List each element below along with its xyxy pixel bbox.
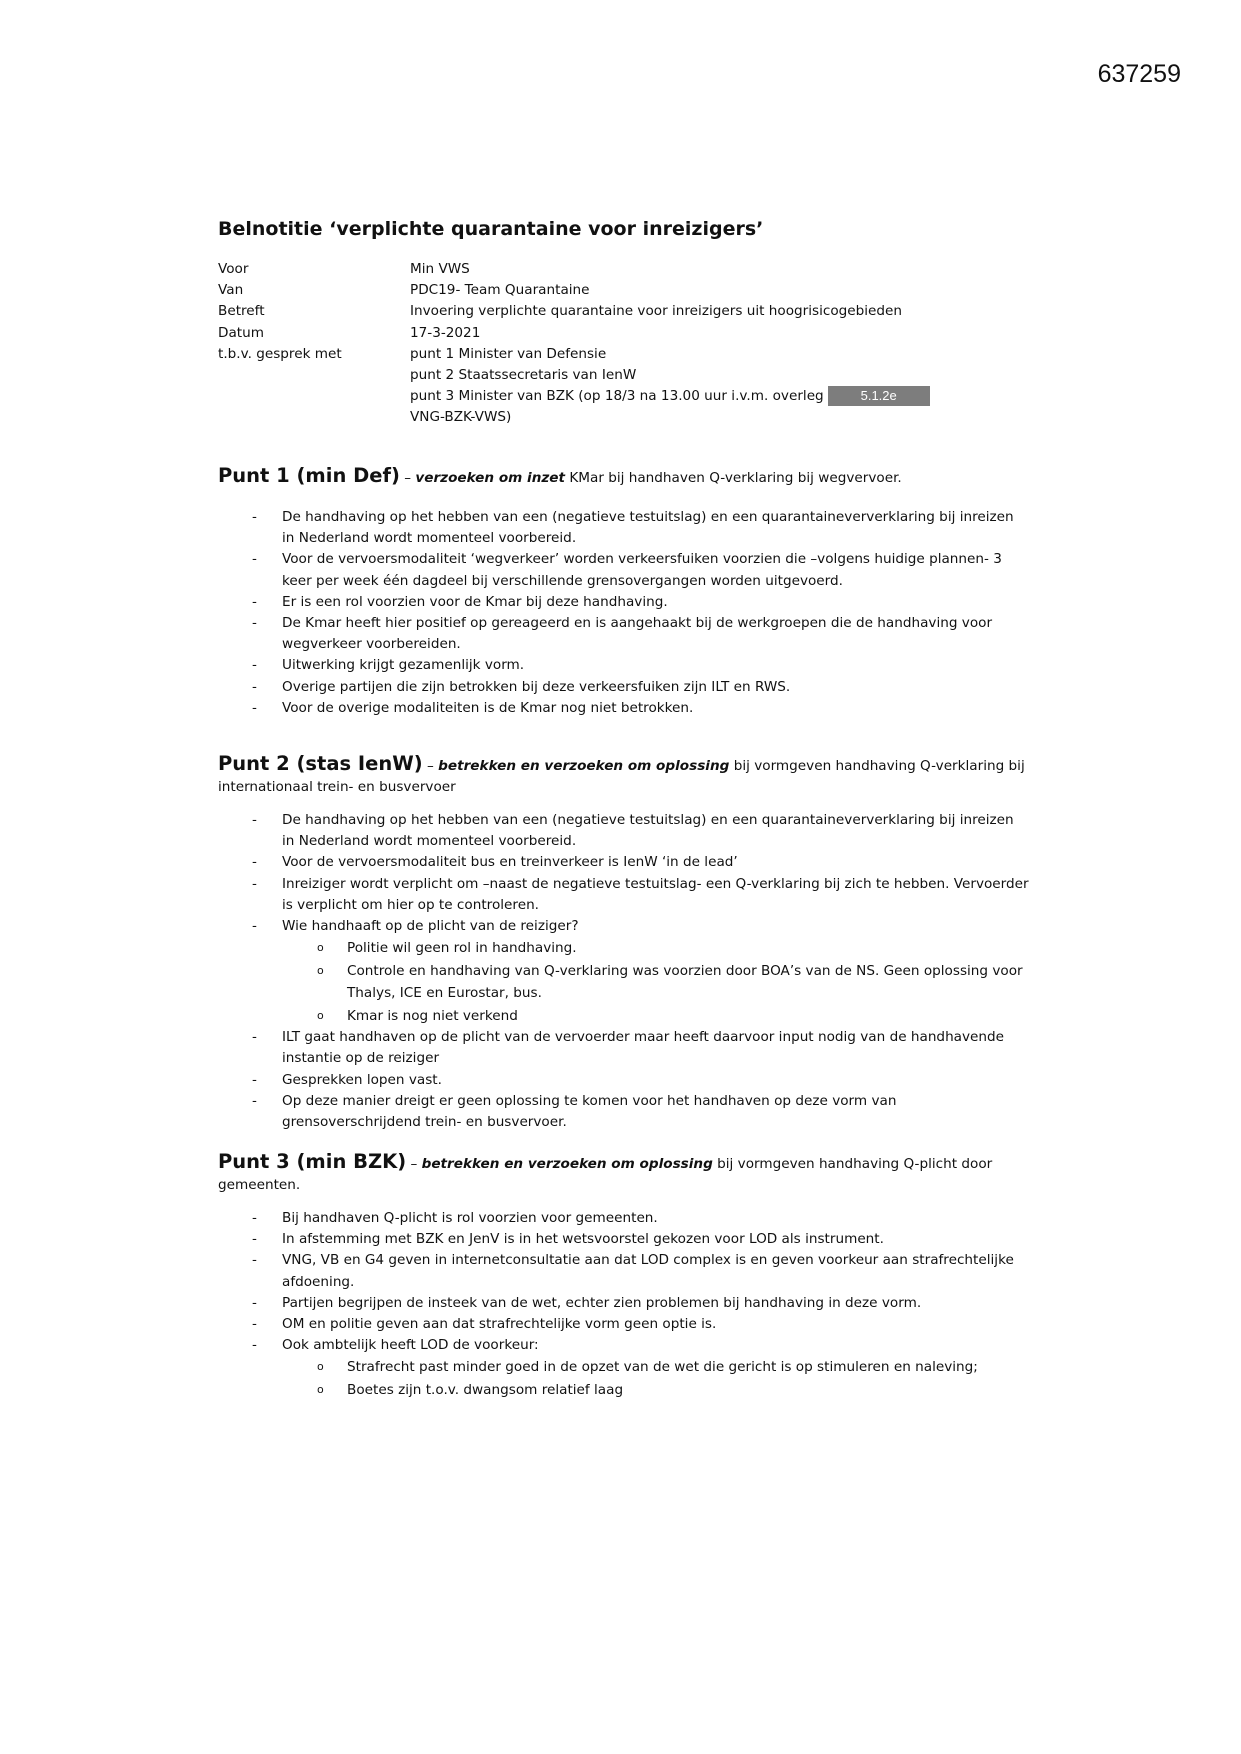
- meta-row: [218, 323, 1038, 344]
- list-item: [218, 874, 1030, 916]
- bullet-marker: -: [252, 1231, 257, 1248]
- list-item-text: VNG, VB en G4 geven in internetconsultatie aan dat LOD complex is en geven voorkeur aan strafrechtelijke afdoening.: [282, 1252, 1014, 1290]
- list-item: [218, 937, 1030, 960]
- list-item-text: Controle en handhaving van Q-verklaring was voorzien door BOA’s van de NS. Geen oplossing voor Thalys, ICE en Eurostar, bus.: [347, 962, 1023, 1002]
- bullet-marker: o: [317, 963, 324, 977]
- list-item-text: Strafrecht past minder goed in de opzet van de wet die gericht is op stimuleren en naleving;: [347, 1359, 978, 1376]
- list-item-text: Bij handhaven Q-plicht is rol voorzien voor gemeenten.: [282, 1210, 658, 1226]
- list-item-text: Voor de vervoersmodaliteit bus en treinverkeer is IenW ‘in de lead’: [282, 854, 738, 871]
- list-item: [218, 1335, 1030, 1356]
- bullet-marker: -: [252, 1029, 257, 1046]
- bullet-list: [218, 810, 1030, 937]
- heading-dash: –: [399, 470, 416, 486]
- list-item-text: Gesprekken lopen vast.: [282, 1071, 442, 1088]
- meta-value: VNG-BZK-VWS): [410, 409, 512, 426]
- meta-row: [218, 301, 1038, 322]
- bullet-marker: -: [252, 812, 257, 828]
- heading-dash: –: [422, 758, 439, 774]
- list-item: [218, 1208, 1030, 1229]
- list-item: [218, 613, 1030, 655]
- bullet-marker: -: [252, 699, 257, 716]
- bullet-marker: o: [317, 1360, 324, 1374]
- list-item-text: Uitwerking krijgt gezamenlijk vorm.: [282, 657, 525, 674]
- sub-bullet-list: [218, 937, 1030, 1027]
- list-item-text: Voor de vervoersmodaliteit ‘wegverkeer’ worden verkeersfuiken voorzien die –volgens huidige plannen- 3 keer per week één dagdeel bij verschillende grensovergangen worden uitgevoerd.: [282, 551, 1002, 589]
- meta-key: t.b.v. gesprek met: [218, 345, 342, 362]
- meta-key: Datum: [218, 324, 264, 341]
- list-item: [218, 1027, 1030, 1069]
- bullet-marker: -: [252, 1316, 257, 1333]
- list-item: [218, 507, 1030, 549]
- sub-bullet-list: [218, 1356, 1030, 1401]
- heading-emphasis: verzoeken om inzet: [415, 470, 566, 486]
- bullet-marker: -: [252, 615, 257, 632]
- heading-rest: KMar bij handhaven Q-verklaring bij wegvervoer.: [565, 470, 902, 486]
- list-item: [218, 655, 1030, 676]
- list-item: [218, 1293, 1030, 1314]
- document-number: 637259: [1097, 60, 1181, 88]
- bullet-marker: -: [252, 1337, 257, 1354]
- list-item-text: OM en politie geven aan dat strafrechtelijke vorm geen optie is.: [282, 1316, 717, 1333]
- heading-emphasis: betrekken en verzoeken om oplossing: [438, 758, 730, 774]
- meta-row: [218, 344, 1038, 365]
- bullet-marker: -: [252, 1092, 257, 1109]
- bullet-marker: o: [317, 1008, 324, 1022]
- list-item: [218, 1070, 1030, 1091]
- list-item: [218, 549, 1030, 591]
- list-item: [218, 852, 1030, 873]
- list-item-text: ILT gaat handhaven op de plicht van de vervoerder maar heeft daarvoor input nodig van de handhavende instantie op de reiziger: [282, 1029, 1005, 1067]
- meta-value-wrap: [410, 386, 1038, 407]
- list-item: [218, 916, 1030, 937]
- bullet-marker: -: [252, 593, 257, 610]
- meta-row: [218, 386, 1038, 407]
- bullet-marker: -: [252, 918, 257, 935]
- section-heading: [218, 464, 1030, 490]
- section-punt-2: [218, 753, 1030, 1133]
- meta-value: punt 2 Staatssecretaris van IenW: [410, 367, 637, 384]
- meta-key: [218, 365, 410, 386]
- meta-row: [218, 407, 1038, 428]
- meta-value: punt 1 Minister van Defensie: [410, 345, 607, 362]
- list-item: [218, 677, 1030, 698]
- bullet-marker: -: [252, 1252, 257, 1269]
- list-item-text: De handhaving op het hebben van een (negatieve testuitslag) en een quarantaineververklaring bij inreizen in Nederland wordt momenteel voorbereid.: [282, 812, 1014, 850]
- heading-dash: –: [406, 1156, 422, 1172]
- meta-key: [218, 407, 410, 428]
- list-item: [218, 1356, 1030, 1379]
- list-item-text: Partijen begrijpen de insteek van de wet, echter zien problemen bij handhaving in deze vorm.: [282, 1294, 922, 1311]
- page-title: Belnotitie ‘verplichte quarantaine voor inreizigers’: [218, 218, 764, 240]
- bullet-marker: o: [317, 941, 324, 955]
- bullet-marker: -: [252, 875, 257, 892]
- section-punt-1: [218, 464, 1030, 719]
- list-item: [218, 1229, 1030, 1250]
- list-item: [218, 1005, 1030, 1028]
- bullet-marker: -: [252, 854, 257, 871]
- heading-label: Punt 2 (stas IenW): [218, 752, 423, 775]
- list-item-text: Ook ambtelijk heeft LOD de voorkeur:: [282, 1337, 539, 1354]
- list-item: [218, 1379, 1030, 1402]
- heading-emphasis: betrekken en verzoeken om oplossing: [421, 1156, 713, 1172]
- list-item-text: De handhaving op het hebben van een (negatieve testuitslag) en een quarantaineververklaring bij inreizen in Nederland wordt momenteel voorbereid.: [282, 509, 1014, 547]
- bullet-marker: -: [252, 678, 257, 695]
- list-item-text: Wie handhaaft op de plicht van de reiziger?: [282, 918, 579, 935]
- heading-label: Punt 1 (min Def): [218, 464, 400, 487]
- meta-value: 17-3-2021: [410, 324, 481, 341]
- bullet-list: [218, 1208, 1030, 1356]
- meta-key: Van: [218, 282, 244, 299]
- list-item-text: De Kmar heeft hier positief op gereageerd en is aangehaakt bij de werkgroepen die de handhaving voor wegverkeer voorbereiden.: [282, 615, 993, 653]
- meta-row: [218, 259, 1038, 280]
- list-item-text: Kmar is nog niet verkend: [347, 1007, 518, 1024]
- bullet-marker: -: [252, 509, 257, 525]
- bullet-list: [218, 1027, 1030, 1133]
- list-item: [218, 1091, 1030, 1133]
- meta-value: Invoering verplichte quarantaine voor inreizigers uit hoogrisicogebieden: [410, 303, 903, 320]
- bullet-list: [218, 507, 1030, 719]
- list-item-text: Op deze manier dreigt er geen oplossing te komen voor het handhaven op deze vorm van grensoverschrijdend trein- en busvervoer.: [282, 1092, 897, 1131]
- bullet-marker: -: [252, 1210, 257, 1226]
- section-punt-3: [218, 1151, 1030, 1401]
- meta-table: [218, 259, 1038, 429]
- list-item-text: Er is een rol voorzien voor de Kmar bij deze handhaving.: [282, 593, 668, 610]
- meta-value: punt 3 Minister van BZK (op 18/3 na 13.00 uur i.v.m. overleg: [410, 388, 824, 405]
- list-item-text: Politie wil geen rol in handhaving.: [347, 940, 577, 957]
- list-item-text: In afstemming met BZK en JenV is in het wetsvoorstel gekozen voor LOD als instrument.: [282, 1231, 884, 1248]
- meta-key: [218, 386, 410, 407]
- list-item-text: Voor de overige modaliteiten is de Kmar nog niet betrokken.: [282, 699, 694, 716]
- meta-key: Voor: [218, 261, 249, 277]
- list-item: [218, 698, 1030, 719]
- redaction-box: 5.1.2e: [828, 386, 930, 406]
- meta-key: Betreft: [218, 303, 265, 320]
- bullet-marker: -: [252, 1071, 257, 1088]
- list-item: [218, 592, 1030, 613]
- section-heading: [218, 1151, 1030, 1196]
- bullet-marker: -: [252, 657, 257, 674]
- heading-rest: bij vormgeven handhaving Q-verklaring bij internationaal trein- en busvervoer: [218, 758, 1025, 795]
- meta-value: Min VWS: [410, 261, 470, 277]
- bullet-marker: -: [252, 551, 257, 568]
- bullet-marker: -: [252, 1294, 257, 1311]
- list-item: [218, 810, 1030, 852]
- list-item: [218, 1314, 1030, 1335]
- list-item-text: Overige partijen die zijn betrokken bij deze verkeersfuiken zijn ILT en RWS.: [282, 678, 791, 695]
- meta-value: PDC19- Team Quarantaine: [410, 282, 590, 299]
- list-item-text: Inreiziger wordt verplicht om –naast de negatieve testuitslag- een Q-verklaring bij zich te hebben. Vervoerder is verplicht om hier op te controleren.: [282, 875, 1029, 913]
- list-item-text: Boetes zijn t.o.v. dwangsom relatief laag: [347, 1381, 624, 1398]
- meta-row: [218, 365, 1038, 386]
- section-heading: [218, 753, 1030, 798]
- heading-label: Punt 3 (min BZK): [218, 1150, 407, 1173]
- heading-rest: bij vormgeven handhaving Q-plicht door gemeenten.: [218, 1156, 993, 1193]
- list-item: [218, 1250, 1030, 1292]
- bullet-marker: o: [317, 1382, 324, 1396]
- list-item: [218, 960, 1030, 1005]
- meta-row: [218, 280, 1038, 301]
